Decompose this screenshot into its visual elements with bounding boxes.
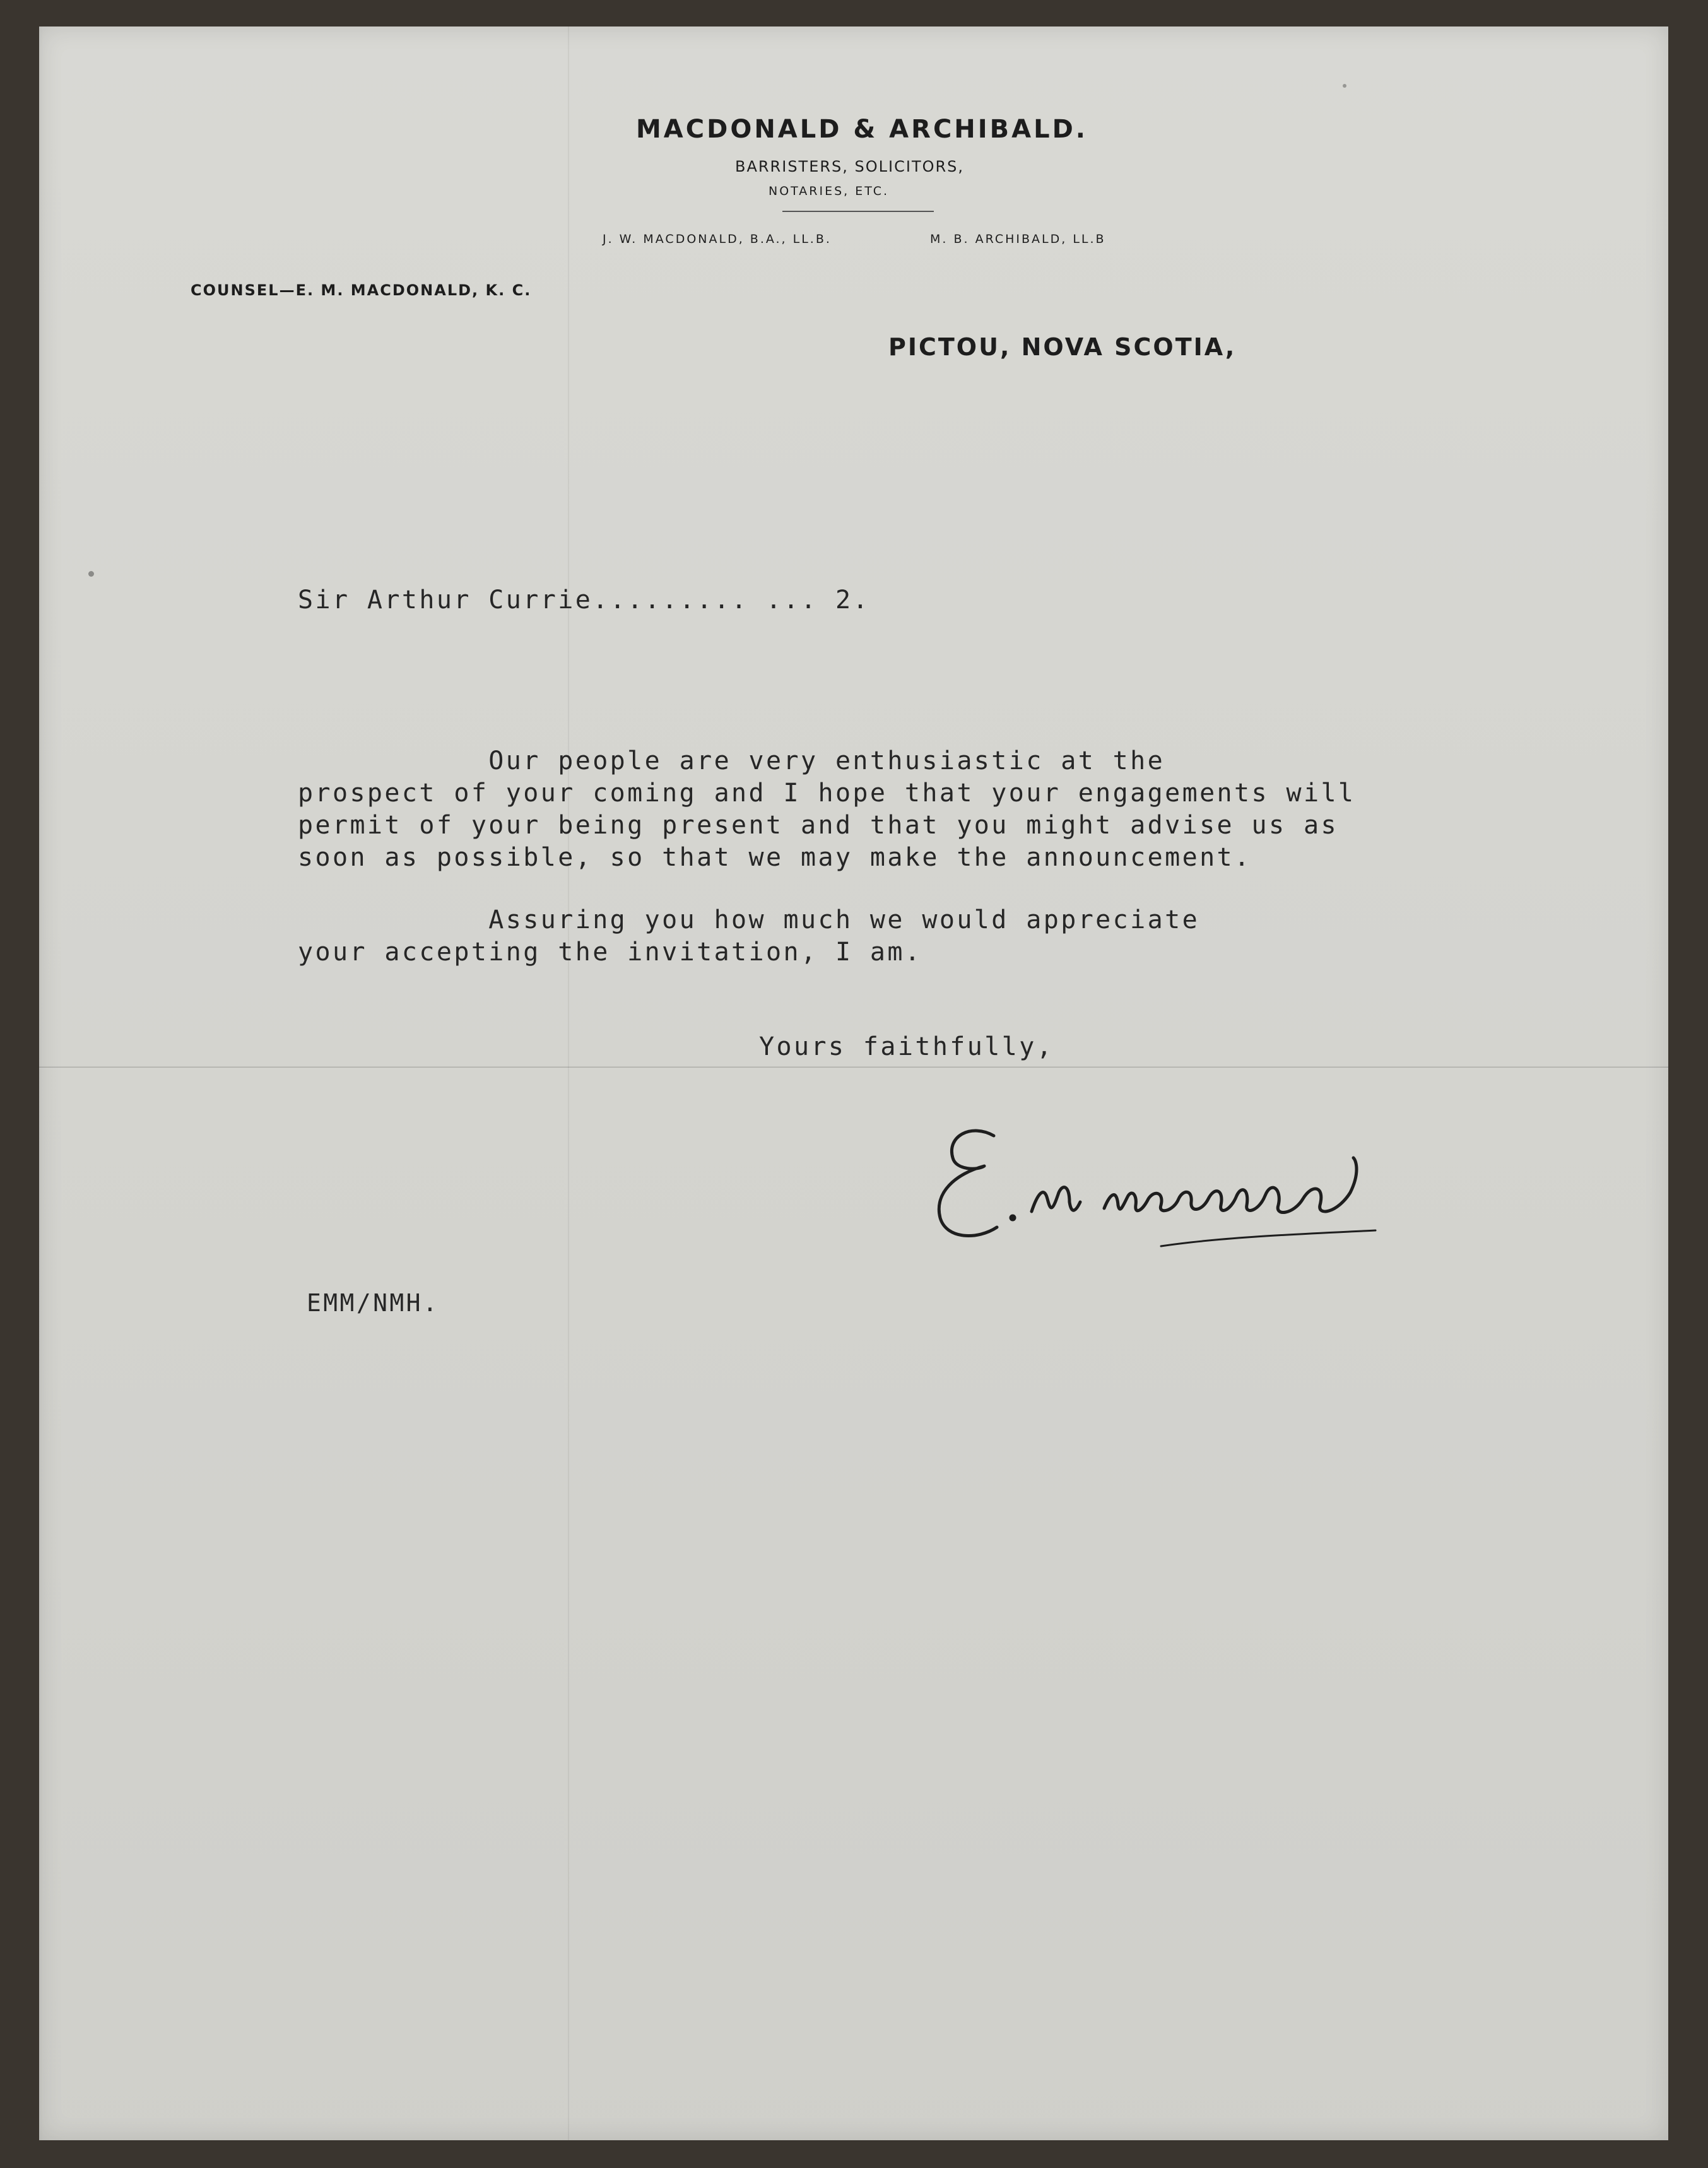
- paragraph-2-line: your accepting the invitation, I am.: [298, 938, 922, 967]
- paragraph-2-line: Assuring you how much we would appreciate: [298, 905, 1200, 934]
- paragraph-1-line: soon as possible, so that we may make the announcement.: [298, 843, 1252, 872]
- partner-1: J. W. MACDONALD, B.A., LL.B.: [603, 232, 832, 246]
- paper-speck: [1343, 84, 1346, 88]
- partner-2: M. B. ARCHIBALD, LL.B: [930, 232, 1106, 246]
- signature: [896, 1111, 1439, 1275]
- paragraph-1-line: Our people are very enthusiastic at the: [298, 746, 1165, 775]
- paper-fold-vertical: [568, 27, 569, 2140]
- paper-fold-horizontal: [39, 1066, 1668, 1068]
- firm-name: MACDONALD & ARCHIBALD.: [636, 115, 1088, 144]
- paragraph-1-line: permit of your being present and that you might advise us as: [298, 811, 1338, 840]
- paragraph-1-line: prospect of your coming and I hope that your engagements will: [298, 779, 1356, 808]
- letterhead-rule: [782, 211, 934, 212]
- letterhead-location: PICTOU, NOVA SCOTIA,: [888, 333, 1237, 361]
- counsel-line: COUNSEL—E. M. MACDONALD, K. C.: [191, 281, 532, 299]
- firm-subtitle: BARRISTERS, SOLICITORS,: [735, 158, 965, 175]
- firm-subtitle-2: NOTARIES, ETC.: [769, 184, 890, 198]
- letter-page: [39, 27, 1668, 2140]
- closing: Yours faithfully,: [759, 1032, 1054, 1061]
- typist-initials: EMM/NMH.: [307, 1289, 440, 1317]
- paper-speck: [88, 571, 94, 577]
- page-heading: Sir Arthur Currie......... ... 2.: [298, 586, 870, 615]
